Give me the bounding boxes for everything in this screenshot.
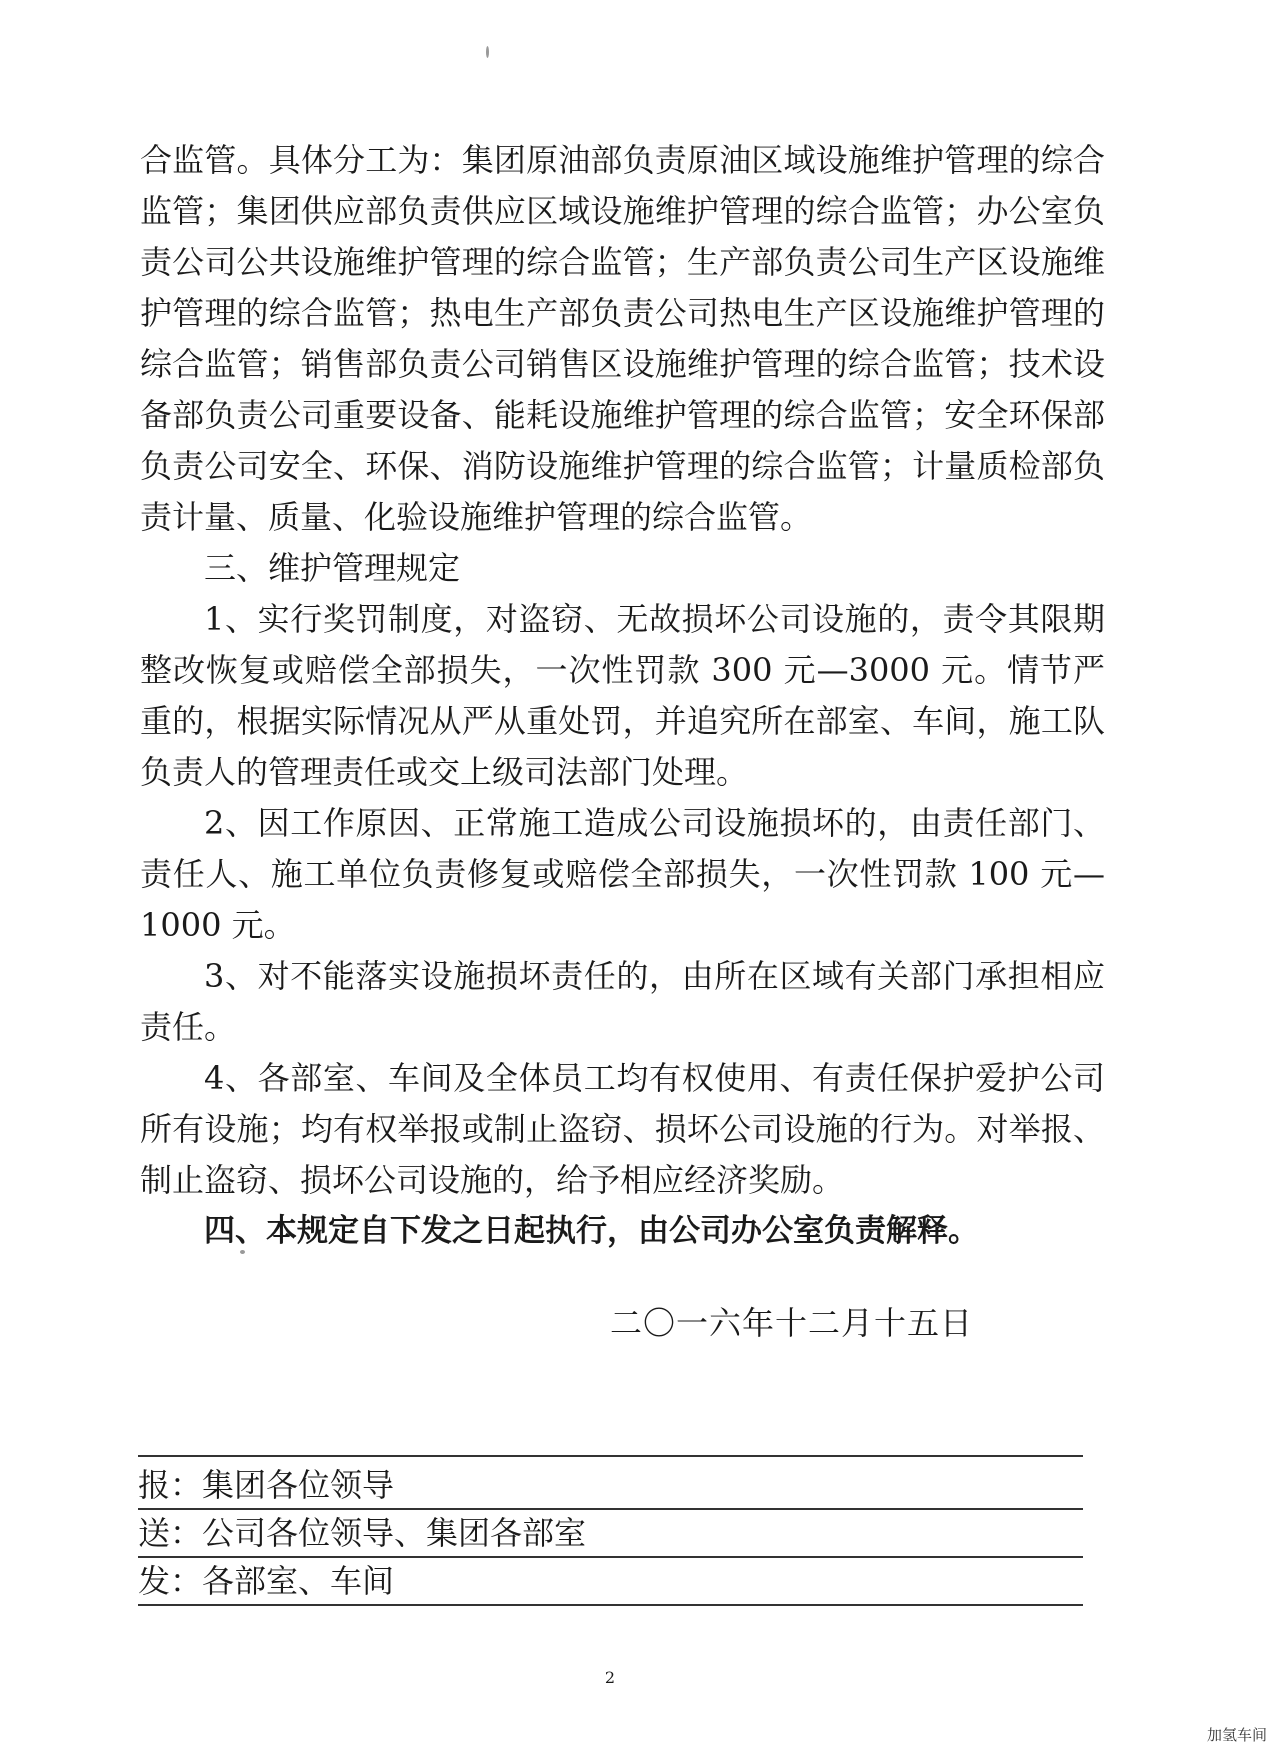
section-three-heading: 三、维护管理规定 — [204, 549, 461, 587]
distribution-top-rule — [138, 1455, 1083, 1457]
document-body — [140, 135, 1105, 1257]
issue-to-line: 发：各部室、车间 — [138, 1558, 1083, 1606]
division-of-duties-paragraph: 合监管。具体分工为：集团原油部负责原油区域设施维护管理的综合监管；集团供应部负责供应区域设施维护管理的综合监管；办公室负责公司公共设施维护管理的综合监管；生产部负责公司生产区设施维护管理的综合监管；热电生产部负责公司热电生产区设施维护管理的综合监管；销售部负责公司销售区设施维护管理的综合监管；技术设备部负责公司重要设备、能耗设施维护管理的综合监管；安全环保部负责公司安全、环保、消防设施维护管理的综合监管；计量质检部负责计量、质量、化验设施维护管理的综合监管。 — [140, 141, 1105, 536]
rule-item-2: 2、因工作原因、正常施工造成公司设施损坏的，由责任部门、责任人、施工单位负责修复或赔偿全部损失，一次性罚款 100 元—1000 元。 — [140, 804, 1105, 944]
rule-item-1: 1、实行奖罚制度，对盗窃、无故损坏公司设施的，责令其限期整改恢复或赔偿全部损失，一次性罚款 300 元—3000 元。情节严重的，根据实际情况从严从重处罚，并追究所在部室、车间，施工队负责人的管理责任或交上级司法部门处理。 — [140, 600, 1105, 791]
watermark-text: 加氢车间 — [1206, 1726, 1267, 1744]
page-number: 2 — [604, 1668, 616, 1687]
send-to-line: 送：公司各位领导、集团各部室 — [138, 1510, 1083, 1558]
rule-item-3: 3、对不能落实设施损坏责任的，由所在区域有关部门承担相应责任。 — [140, 957, 1105, 1046]
rule-item-4: 4、各部室、车间及全体员工均有权使用、有责任保护爱护公司所有设施；均有权举报或制止盗窃、损坏公司设施的行为。对举报、制止盗窃、损坏公司设施的，给予相应经济奖励。 — [140, 1059, 1105, 1199]
scan-speck — [486, 46, 489, 58]
report-to-line: 报：集团各位领导 — [138, 1462, 1083, 1510]
issue-date: 二〇一六年十二月十五日 — [610, 1304, 974, 1342]
section-four-statement: 四、本规定自下发之日起执行，由公司办公室负责解释。 — [204, 1213, 979, 1249]
